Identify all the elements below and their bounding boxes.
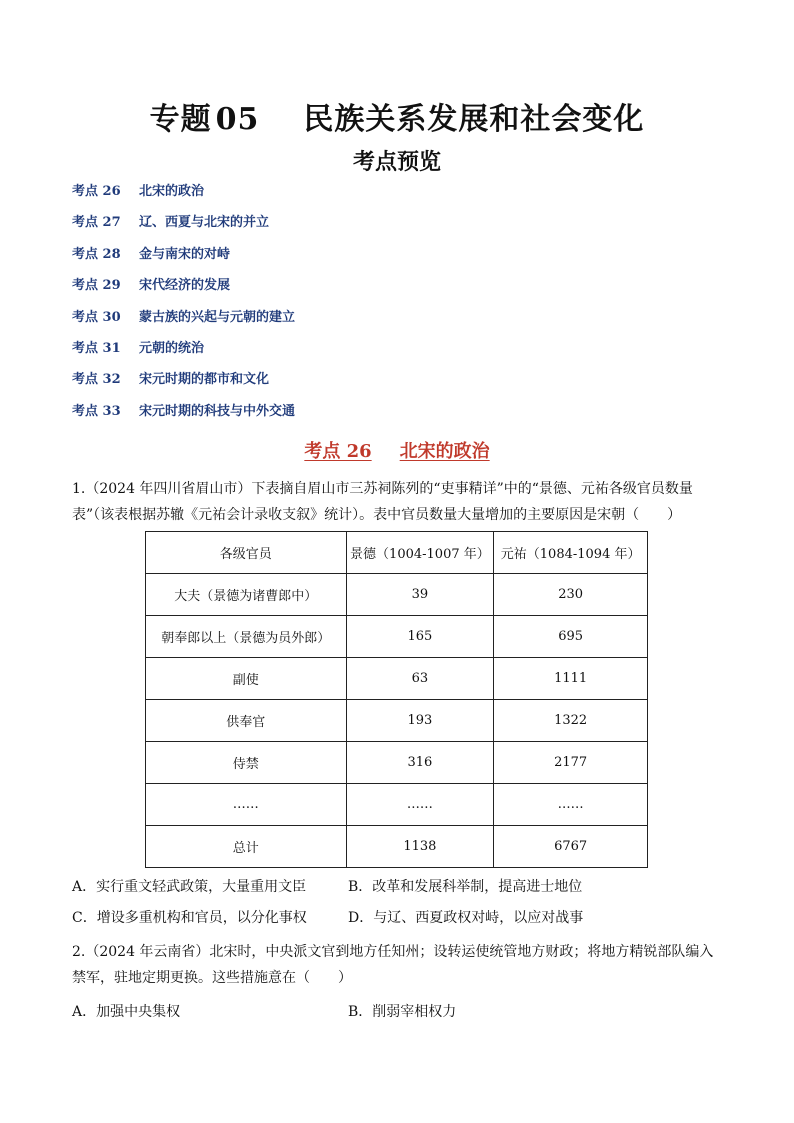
table-row — [146, 574, 648, 616]
page-subtitle: 考点预览 — [352, 149, 441, 175]
topic-code: 考点 32 — [72, 372, 121, 388]
table-row — [146, 700, 648, 742]
topic-label: 宋元时期的科技与中外交通 — [139, 403, 296, 419]
section-label: 北宋的政治 — [399, 441, 490, 462]
table-row — [146, 784, 648, 826]
table-cell: 侍禁 — [146, 742, 347, 784]
topic-code: 考点 29 — [72, 278, 121, 294]
table-cell: 2177 — [494, 742, 648, 784]
topic-item-32[interactable] — [72, 371, 295, 402]
title-number: 05 — [215, 102, 260, 137]
topic-item-28[interactable] — [72, 246, 295, 277]
q1-option-c[interactable]: C．增设多重机构和官员，以分化事权 — [72, 910, 307, 926]
topic-label: 蒙古族的兴起与元朝的建立 — [139, 309, 296, 325]
table-row — [146, 742, 648, 784]
table-header-row — [146, 532, 648, 574]
q2-option-a[interactable]: A．加强中央集权 — [72, 1004, 181, 1020]
table-header-cell: 各级官员 — [146, 532, 347, 574]
topic-label: 北宋的政治 — [139, 184, 205, 199]
topic-item-29[interactable] — [72, 277, 295, 308]
topic-code: 考点 33 — [72, 403, 121, 419]
q2-option-b[interactable]: B．削弱宰相权力 — [348, 1004, 457, 1020]
table-cell: …… — [146, 784, 347, 826]
topic-list — [72, 183, 295, 434]
q1-option-b[interactable]: B．改革和发展科举制，提高进士地位 — [348, 879, 583, 895]
table-cell: 193 — [346, 700, 494, 742]
topic-item-33[interactable] — [72, 403, 295, 434]
topic-code: 考点 31 — [72, 340, 121, 356]
q1-option-d[interactable]: D．与辽、西夏政权对峙，以应对战事 — [348, 910, 584, 926]
table-cell: …… — [494, 784, 648, 826]
table-cell: 供奉官 — [146, 700, 347, 742]
table-cell: 165 — [346, 616, 494, 658]
topic-code: 考点 27 — [72, 215, 121, 231]
question-1-stem: 1.（2024 年四川省眉山市）下表摘自眉山市三苏祠陈列的“吏事精详”中的“景德、元祐各级官员数量表”（该表根据苏辙《元祐会计录收支叙》统计）。表中官员数量大量增加的主要原因是宋朝（ ） — [72, 481, 693, 523]
table-cell: 副使 — [146, 658, 347, 700]
table-total-row — [146, 826, 648, 868]
topic-label: 宋代经济的发展 — [139, 278, 231, 294]
page-title — [0, 94, 794, 138]
table-cell: 大夫（景德为诸曹郎中） — [146, 574, 347, 616]
question-2-stem: 2.（2024 年云南省）北宋时，中央派文官到地方任知州；设转运使统管地方财政；将地方精锐部队编入禁军，驻地定期更换。这些措施意在（ ） — [72, 944, 714, 986]
topic-code: 考点 30 — [72, 309, 121, 325]
topic-label: 辽、西夏与北宋的并立 — [139, 215, 270, 231]
title-text: 民族关系发展和社会变化 — [303, 102, 645, 137]
table-cell: 1322 — [494, 700, 648, 742]
title-prefix: 专题 — [149, 102, 212, 137]
section-heading — [0, 437, 794, 463]
table-row — [146, 658, 648, 700]
topic-code: 考点 26 — [72, 184, 121, 199]
table-cell: 6767 — [494, 826, 648, 868]
topic-label: 金与南宋的对峙 — [139, 246, 231, 262]
q1-option-a[interactable]: A．实行重文轻武政策，大量重用文臣 — [72, 879, 307, 895]
table-cell: 39 — [346, 574, 494, 616]
topic-label: 元朝的统治 — [139, 340, 205, 356]
table-cell: 1111 — [494, 658, 648, 700]
table-cell: 1138 — [346, 826, 494, 868]
table-cell: 230 — [494, 574, 648, 616]
section-code: 考点 26 — [304, 441, 372, 462]
table-header-cell: 元祐（1084-1094 年） — [494, 532, 648, 574]
topic-label: 宋元时期的都市和文化 — [139, 372, 270, 388]
official-count-table — [145, 531, 648, 868]
table-cell: …… — [346, 784, 494, 826]
table-cell: 总计 — [146, 826, 347, 868]
table-cell: 朝奉郎以上（景德为员外郎） — [146, 616, 347, 658]
topic-item-31[interactable] — [72, 340, 295, 371]
topic-item-27[interactable] — [72, 214, 295, 245]
table-header-cell: 景德（1004-1007 年） — [346, 532, 494, 574]
table-cell: 316 — [346, 742, 494, 784]
table-row — [146, 616, 648, 658]
topic-item-26[interactable] — [72, 183, 295, 214]
topic-code: 考点 28 — [72, 246, 121, 262]
topic-item-30[interactable] — [72, 309, 295, 340]
table-cell: 63 — [346, 658, 494, 700]
table-cell: 695 — [494, 616, 648, 658]
